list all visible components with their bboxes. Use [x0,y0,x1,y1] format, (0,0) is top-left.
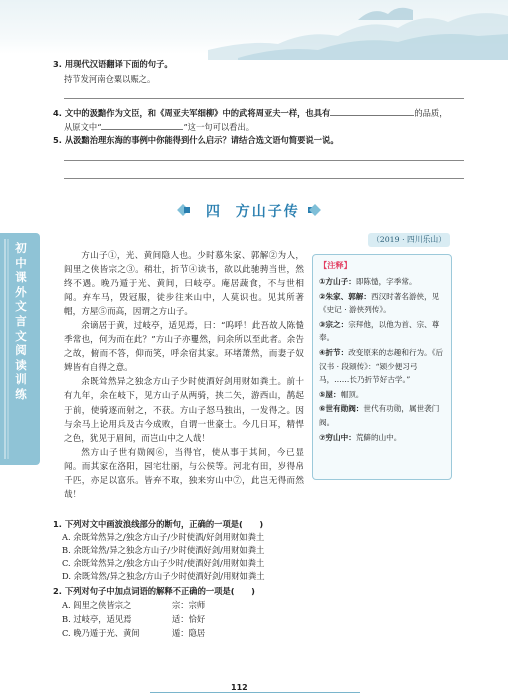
mcq-1-prompt: 1. 下列对文中画波浪线部分的断句，正确的一项是( ) [53,519,264,529]
mcq-option[interactable]: B. 余既耸然/异之独念方山子/少时使酒好剑/用财如粪土 [62,545,265,555]
passage-text [64,249,304,502]
title-ornament-right-icon [308,203,322,217]
annotation-item: ⑦穷山中：荒僻的山中。 [319,432,402,442]
mcq-option[interactable]: C. 晚乃遁于光、黄间 [62,628,140,638]
side-tab-decoration [2,233,12,465]
mcq-option[interactable]: A. 余既耸然异之/独念方山子/少时使酒/好剑用财如粪土 [62,532,265,542]
mcq-option-gloss: 宗：宗师 [172,600,206,610]
mcq-option-gloss: 遁：隐居 [172,628,206,638]
section-title-text: 四 方山子传 [206,204,300,220]
question-5: 5. 从汲黯治理东海的事例中你能得到什么启示？请结合选文语句简要说一说。 [53,135,339,145]
side-tab-label: 初中课外文言文阅读训练 [15,241,27,401]
annotation-item: ②朱家、郭解：西汉时著名游侠，见《史记 · 游侠列传》。 [319,291,440,315]
answer-line[interactable] [64,98,464,99]
mcq-option[interactable]: C. 余既耸然异之/独念方山子少时/使酒好剑/用财如粪土 [62,558,265,568]
mcq-option[interactable]: D. 余既耸然/异之独念/方山子少时使酒好剑/用财如粪土 [62,571,265,581]
passage-paragraph: 方山子①，光、黄间隐人也。少时慕朱家、郭解②为人，闾里之侠皆宗之③。稍壮，折节④读书，欲以此驰骋当世，然终不遇。晚乃遁于光、黄间，曰岐亭。庵居蔬食，不与世相闻。弃车马，毁冠服，徒步往来山中，人莫识也。见其所著帽，方屋⑤而高，因谓之方山子。 [64,251,304,318]
question-4: 4. 文中的汲黯作为文臣，和《周亚夫军细柳》中的武将周亚夫一样，也具有 的品质， [53,108,448,118]
mcq-option[interactable]: A. 闾里之侠皆宗之 [62,600,132,610]
annotation-item: ①方山子：即陈慥，字季常。 [319,277,417,286]
footer-divider [150,692,360,693]
answer-line[interactable] [64,160,464,161]
question-4-line2: 从原文中“ ”这一句可以看出。 [64,122,255,132]
mcq-option-gloss: 适：恰好 [172,614,206,624]
source-badge: （2019 · 四川乐山） [368,233,450,247]
annotation-heading: 【注释】 [319,260,352,270]
question-3-sentence: 持节发河南仓粟以赈之。 [64,74,156,84]
question-3: 3. 用现代汉语翻译下面的句子。 [53,59,173,69]
passage-paragraph: 余既耸然异之独念方山子少时使酒好剑用财如粪土。前十有九年，余在岐下，见方山子从两骑，挟二矢，游西山，鹊起于前，使骑逐而射之，不获。方山子怒马独出，一发得之。因与余马上论用兵及古今成败，自谓一世豪士。今几日耳，精悍之色，犹见于眉间，而岂山中之人哉！ [64,377,304,444]
annotation-item: ④折节：改变原来的志趣和行为。《后汉书 · 段颎传》：“颎少便习弓马，……长乃折节好古学。” [319,347,444,385]
page-number: 112 [231,683,248,692]
title-ornament-left-icon [176,203,190,217]
mcq-option[interactable]: B. 过岐亭，适见焉 [62,614,132,624]
passage-paragraph: 然方山子世有勋阀⑥，当得官，使从事于其间，今已显闻。而其家在洛阳，园宅壮丽，与公侯等。河北有田，岁得帛千匹，亦足以富乐。皆弃不取，独来穷山中⑦，此岂无得而然哉！ [64,447,304,500]
annotation-item: ③宗之：宗拜他，以他为首、宗、尊奉。 [319,319,440,343]
mountain-landscape-decoration [208,0,508,60]
answer-line[interactable] [64,178,464,179]
annotation-item: ⑥世有勋阀：世代有功勋，属世袭门阀。 [319,404,440,427]
section-title [176,200,336,220]
mcq-2-prompt: 2. 下列对句子中加点词语的解释不正确的一项是( ) [53,586,255,596]
annotation-box [312,254,452,480]
annotation-item: ⑤屋：帽顶。 [319,389,364,399]
answer-blank[interactable] [330,106,414,116]
passage-paragraph: 余谪居于黄，过岐亭，适见焉，曰：“呜呼！此吾故人陈慥季常也，何为而在此？”方山子亦矍然，问余所以至此者。余告之故，俯而不答，仰而笑，呼余宿其家。环堵萧然，而妻子奴婢皆有自得之意。 [64,321,304,374]
side-tab [0,233,40,465]
answer-blank[interactable] [101,120,183,130]
